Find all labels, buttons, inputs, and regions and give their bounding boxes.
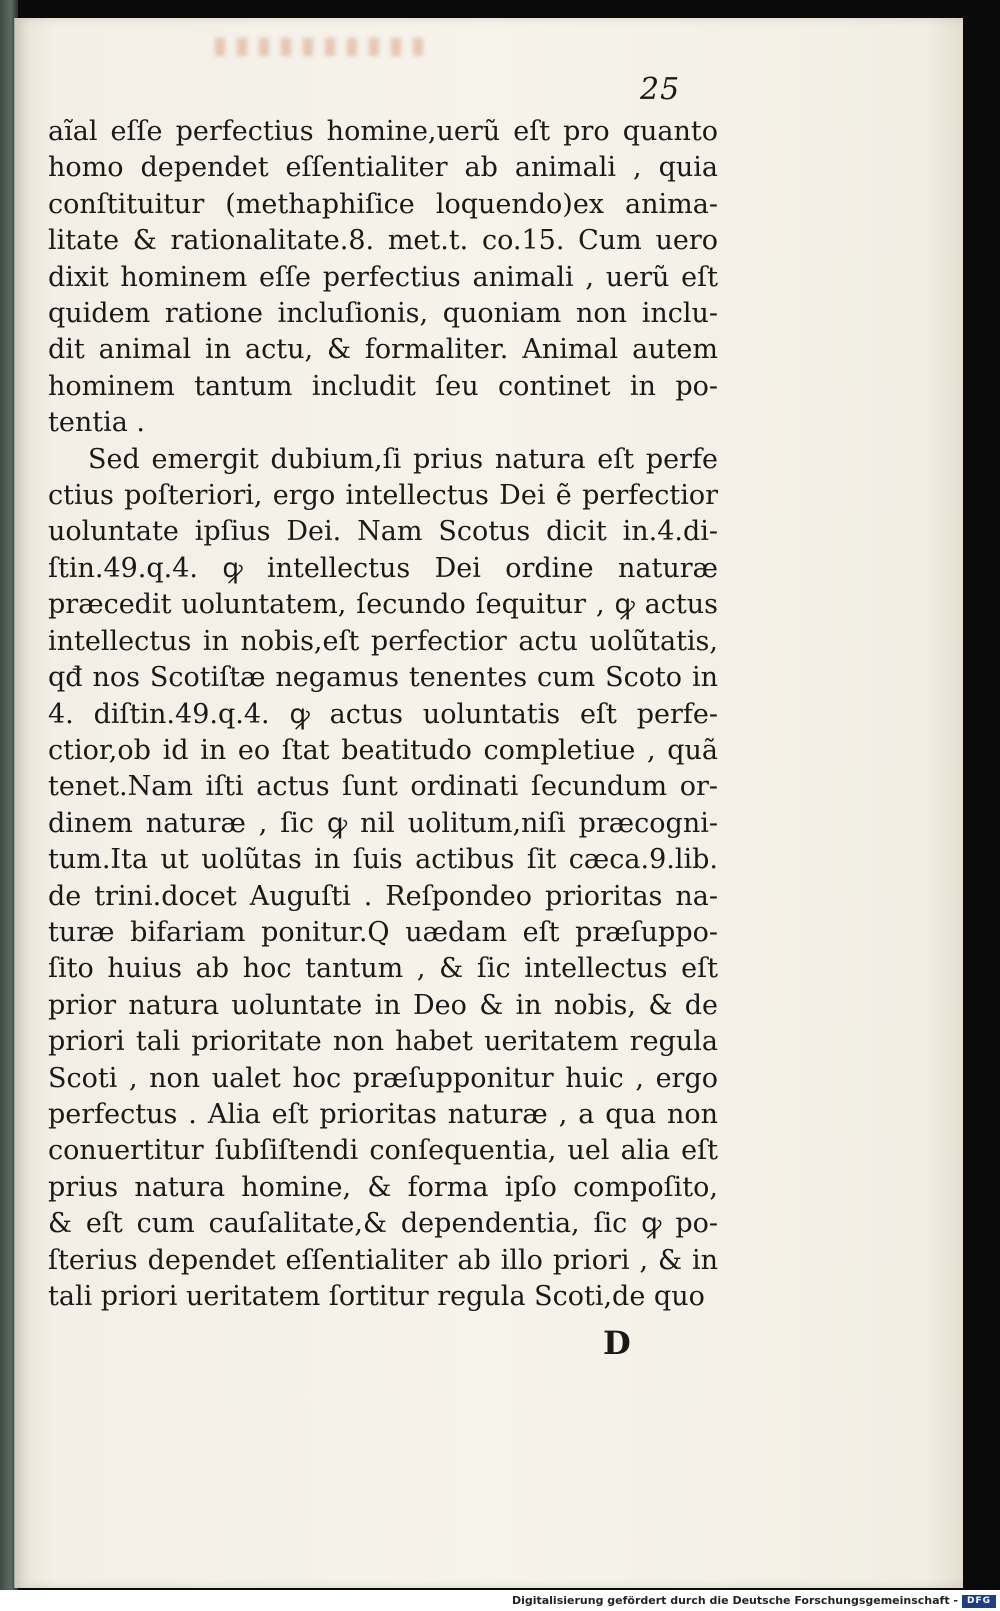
- text-line: aĩal eſſe perfectius homine,uerũ eſt pro quanto: [48, 116, 718, 147]
- text-line: tum.Ita ut uolũtas in ſuis actibus ſit cæca.9.lib.: [48, 844, 718, 876]
- text-line: 4. diſtin.49.q.4. ꝙ actus uoluntatis eſt perfe-: [48, 698, 718, 730]
- text-line: præcedit uoluntatem, ſecundo ſequitur , ꝙ actus: [48, 589, 718, 621]
- text-line: ſtin.49.q.4. ꝙ intellectus Dei ordine naturæ: [48, 552, 718, 584]
- text-line: tenet.Nam iſti actus ſunt ordinati ſecundum or-: [48, 771, 718, 803]
- text-line: turæ bifariam ponitur.Q uædam eſt præſuppo-: [48, 916, 718, 948]
- text-line: intellectus in nobis,eſt perfectior actu uolũtatis,: [48, 625, 718, 657]
- text-line: priori tali prioritate non habet ueritatem regula: [48, 1026, 718, 1058]
- text-line: uoluntate ipſius Dei. Nam Scotus dicit in.4.di-: [48, 516, 718, 548]
- text-line: homo dependet eſſentialiter ab animali , quia: [48, 152, 718, 184]
- text-line: ſito huius ab hoc tantum , & ſic intellectus eſt: [48, 953, 718, 985]
- text-line: ſterius dependet eſſentialiter ab illo priori , & in: [48, 1244, 718, 1276]
- text-line: litate & rationalitate.8. met.t. co.15. Cum uero: [48, 225, 718, 257]
- text-line: & eſt cum cauſalitate,& dependentia, ſic ꝙ po-: [48, 1208, 718, 1240]
- text-line: dixit hominem eſſe perfectius animali , uerũ eſt: [48, 261, 718, 293]
- text-line: Sed emergit dubium,ſi prius natura eſt perfe: [88, 443, 718, 475]
- signature-mark: D: [603, 1324, 631, 1362]
- text-line: ctius poſteriori, ergo intellectus Dei ẽ perfectior: [48, 480, 718, 512]
- text-line: prius natura homine, & forma ipſo compoſito,: [48, 1171, 718, 1203]
- text-line: dit animal in actu, & formaliter. Animal autem: [48, 334, 718, 366]
- ink-bleed-through: [215, 38, 435, 56]
- digitization-credit: Digitalisierung gefördert durch die Deutsche Forschungsgemeinschaft -: [511, 1594, 958, 1607]
- text-line: hominem tantum includit ſeu continet in po-: [48, 370, 718, 402]
- text-line: tentia .: [48, 407, 145, 439]
- text-line: conſtituitur (methaphiſice loquendo)ex anima-: [48, 188, 718, 220]
- page-number: 25: [640, 72, 681, 107]
- body-text: [48, 114, 718, 1315]
- text-line: de trini.docet Auguſti . Reſpondeo prioritas na-: [48, 880, 718, 912]
- text-line: tali priori ueritatem ſortitur regula Scoti,de quo: [48, 1281, 705, 1312]
- text-line: qđ nos Scotiſtæ negamus tenentes cum Scoto in: [48, 662, 718, 694]
- text-line: prior natura uoluntate in Deo & in nobis, & de: [48, 989, 718, 1021]
- dfg-logo: DFG: [962, 1595, 996, 1608]
- text-line: dinem naturæ , ſic ꝙ nil uolitum,niſi præcogni-: [48, 807, 718, 839]
- text-line: ctior,ob id in eo ſtat beatitudo completiue , quã: [48, 734, 718, 766]
- text-line: quidem ratione incluſionis, quoniam non inclu-: [48, 298, 718, 330]
- text-line: Scoti , non ualet hoc præſupponitur huic , ergo: [48, 1062, 718, 1094]
- text-line: perfectus . Alia eſt prioritas naturæ , a qua non: [48, 1098, 718, 1130]
- text-line: conuertitur ſubſiſtendi conſequentia, uel alia eſt: [48, 1135, 718, 1167]
